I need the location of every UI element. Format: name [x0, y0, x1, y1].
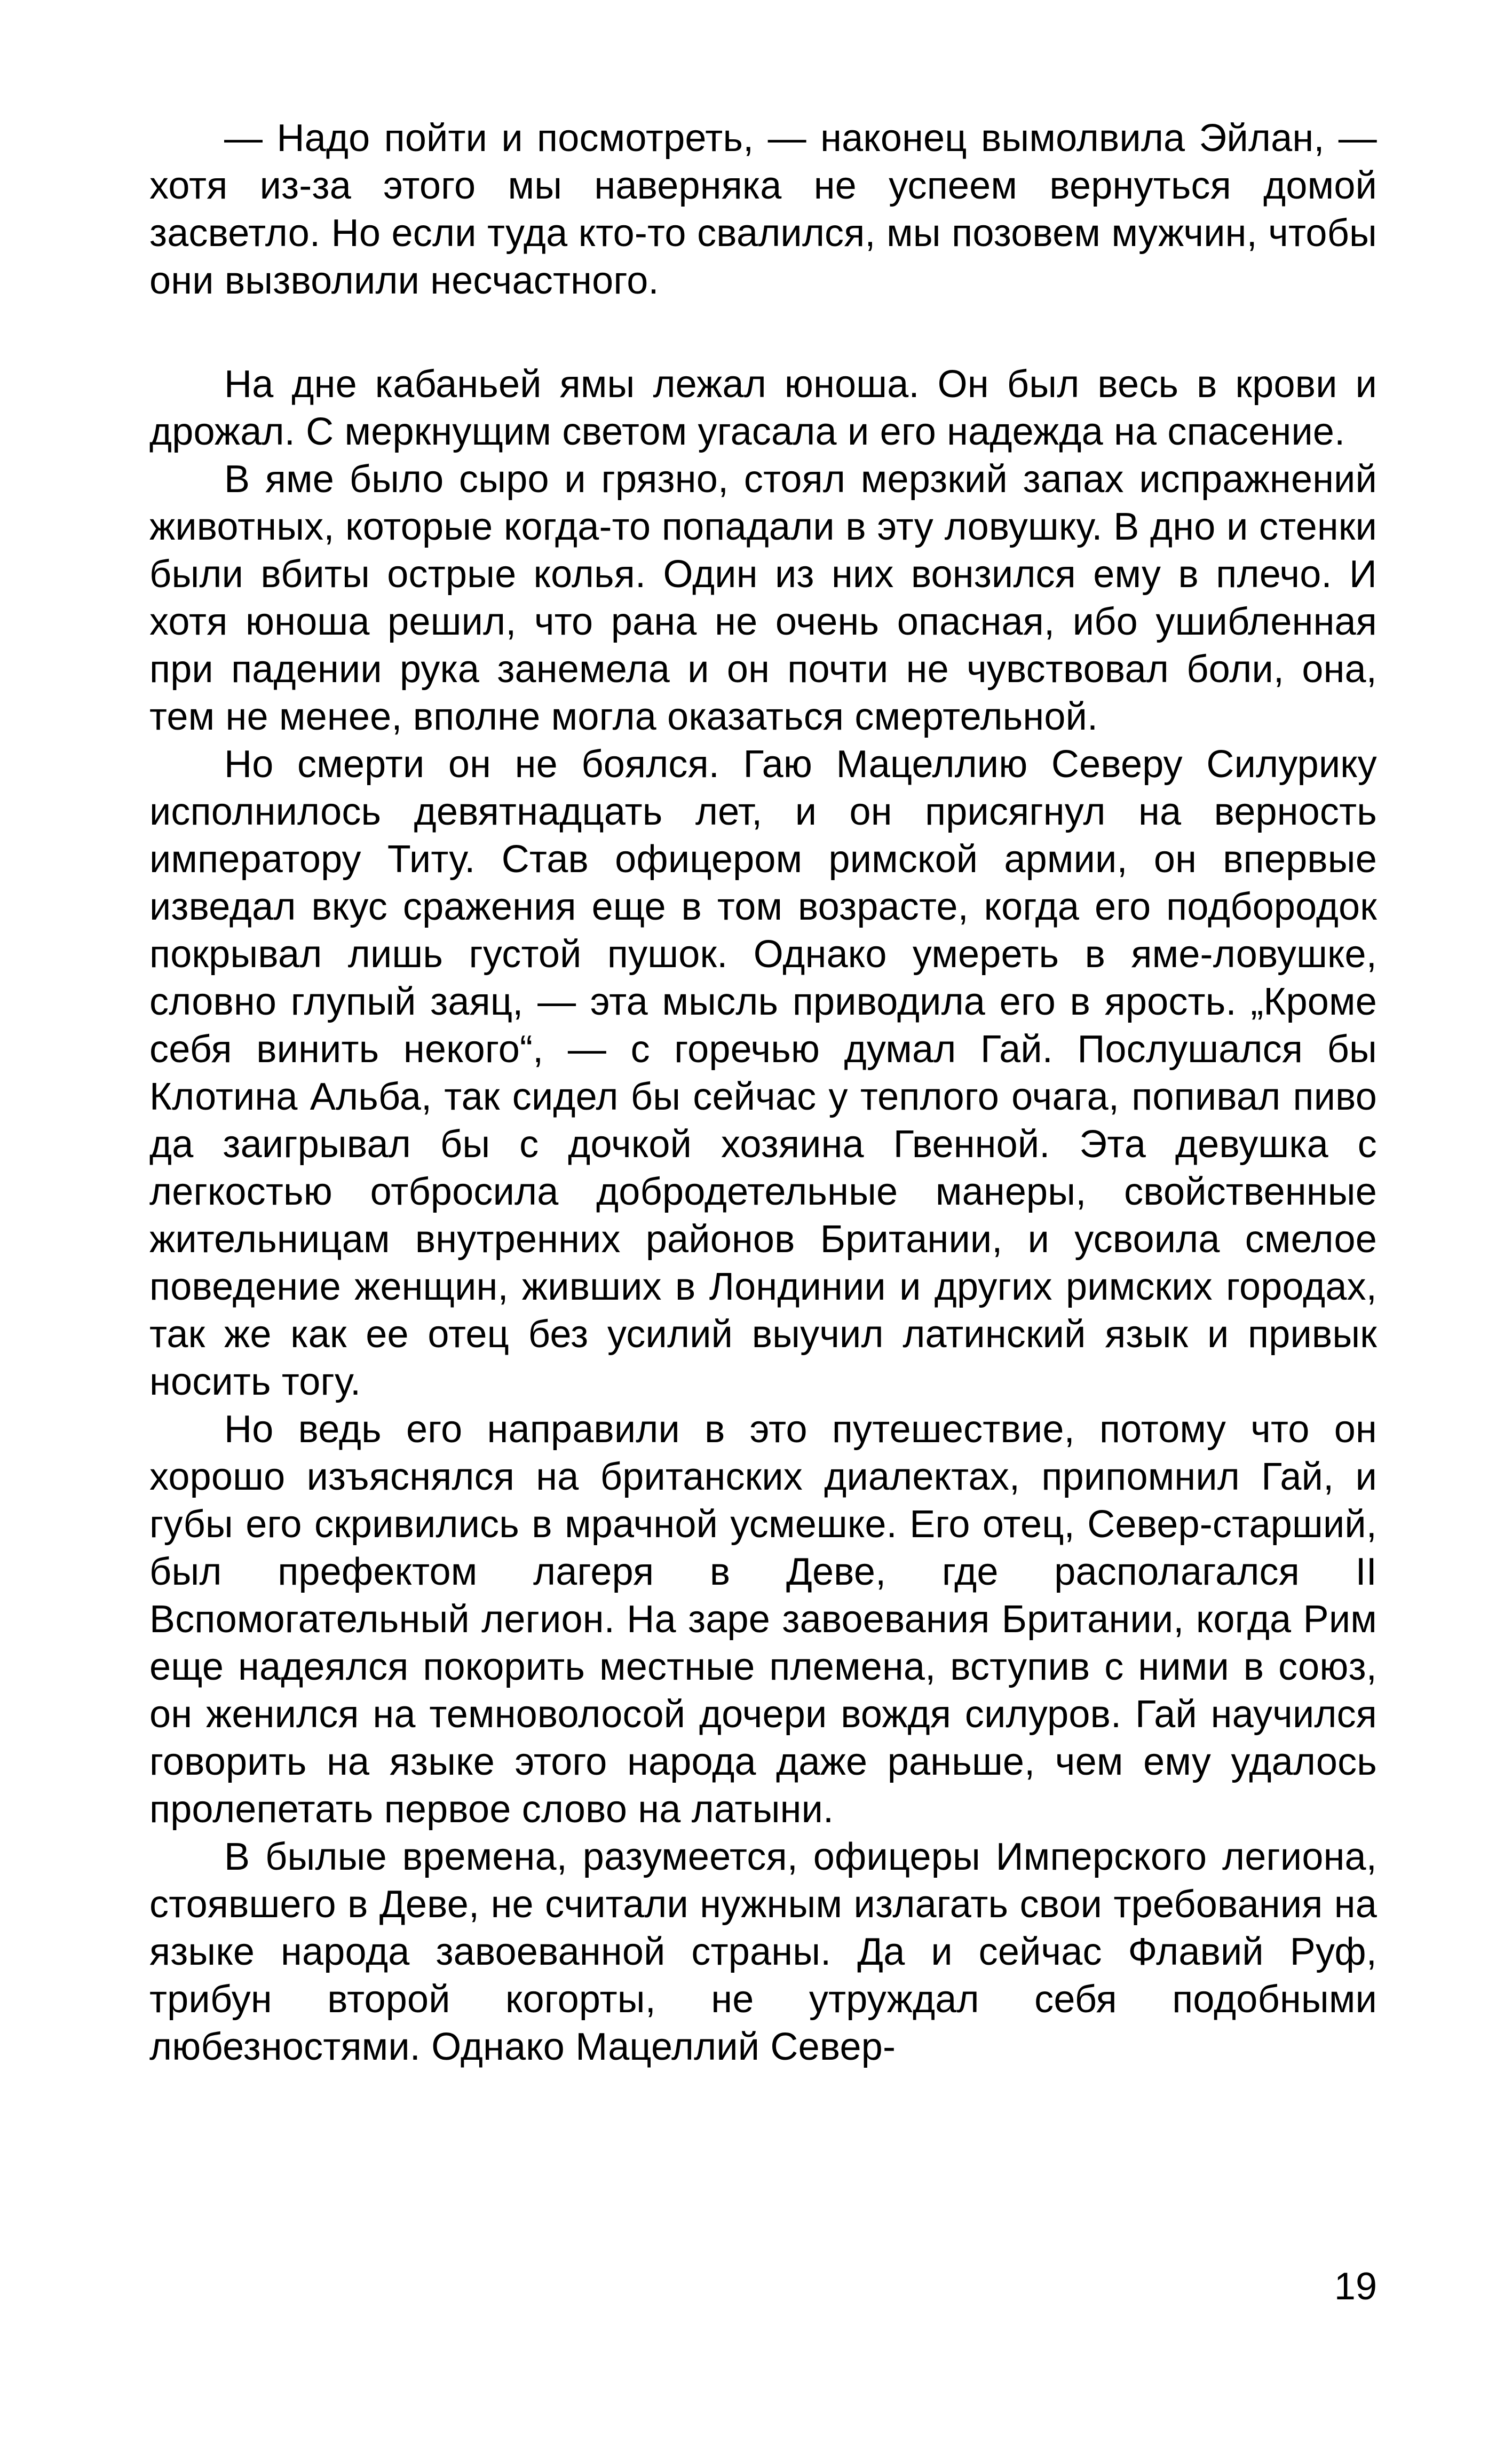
paragraph-4: Но смерти он не боялся. Гаю Мацеллию Северу Силурику исполнилось девятнадцать лет, и он присягнул на верность императору Титу. Став офицером римской армии, он впервые изведал вкус сражения еще в том возрасте, когда его подбородок покрывал лишь густой пушок. Однако умереть в яме-ловушке, словно глупый заяц, — эта мысль приводила его в ярость. „Кроме себя винить некого“, — с горечью думал Гай. Послушался бы Клотина Альба, так сидел бы сейчас у теплого очага, попивал пиво да заигрывал бы с дочкой хозяина Гвенной. Эта девушка с легкостью отбросила добродетельные манеры, свойственные жительницам внутренних районов Британии, и усвоила смелое поведение женщин, живших в Лондинии и других римских городах, так же как ее отец без усилий выучил латинский язык и привык носить тогу. — [149, 743, 1377, 1403]
paragraph-5: Но ведь его направили в это путешествие, потому что он хорошо изъяснялся на британских диалектах, припомнил Гай, и губы его скривились в мрачной усмешке. Его отец, Север-старший, был префектом лагеря в Деве, где располагался II Вспомогательный легион. На заре завоевания Британии, когда Рим еще надеялся покорить местные племена, вступив с ними в союз, он женился на темноволосой дочери вождя силуров. Гай научился говорить на языке этого народа даже раньше, чем ему удалось пролепетать первое слово на латыни. — [149, 1408, 1377, 1831]
paragraph-3: В яме было сыро и грязно, стоял мерзкий запах испражнений животных, которые когда-то попадали в эту ловушку. В дно и стенки были вбиты острые колья. Один из них вонзился ему в плечо. И хотя юноша решил, что рана не очень опасная, ибо ушибленная при падении рука занемела и он почти не чувствовал боли, она, тем не менее, вполне могла оказаться смертельной. — [149, 458, 1377, 738]
paragraph-2: На дне кабаньей ямы лежал юноша. Он был весь в крови и дрожал. С меркнущим светом угасала и его надежда на спасение. — [149, 363, 1377, 453]
text-column — [149, 115, 1377, 2071]
paragraph-1: — Надо пойти и посмотреть, — наконец вымолвила Эйлан, — хотя из-за этого мы наверняка не успеем вернуться домой засветло. Но если туда кто-то свалился, мы позовем мужчин, чтобы они вызволили несчастного. — [149, 117, 1377, 302]
page-number: 19 — [1334, 2265, 1377, 2308]
paragraph-6: В былые времена, разумеется, офицеры Имперского легиона, стоявшего в Деве, не считали нужным излагать свои требования на языке народа завоеванной страны. Да и сейчас Флавий Руф, трибун второй когорты, не утруждал себя подобными любезностями. Однако Мацеллий Север- — [149, 1836, 1377, 2068]
